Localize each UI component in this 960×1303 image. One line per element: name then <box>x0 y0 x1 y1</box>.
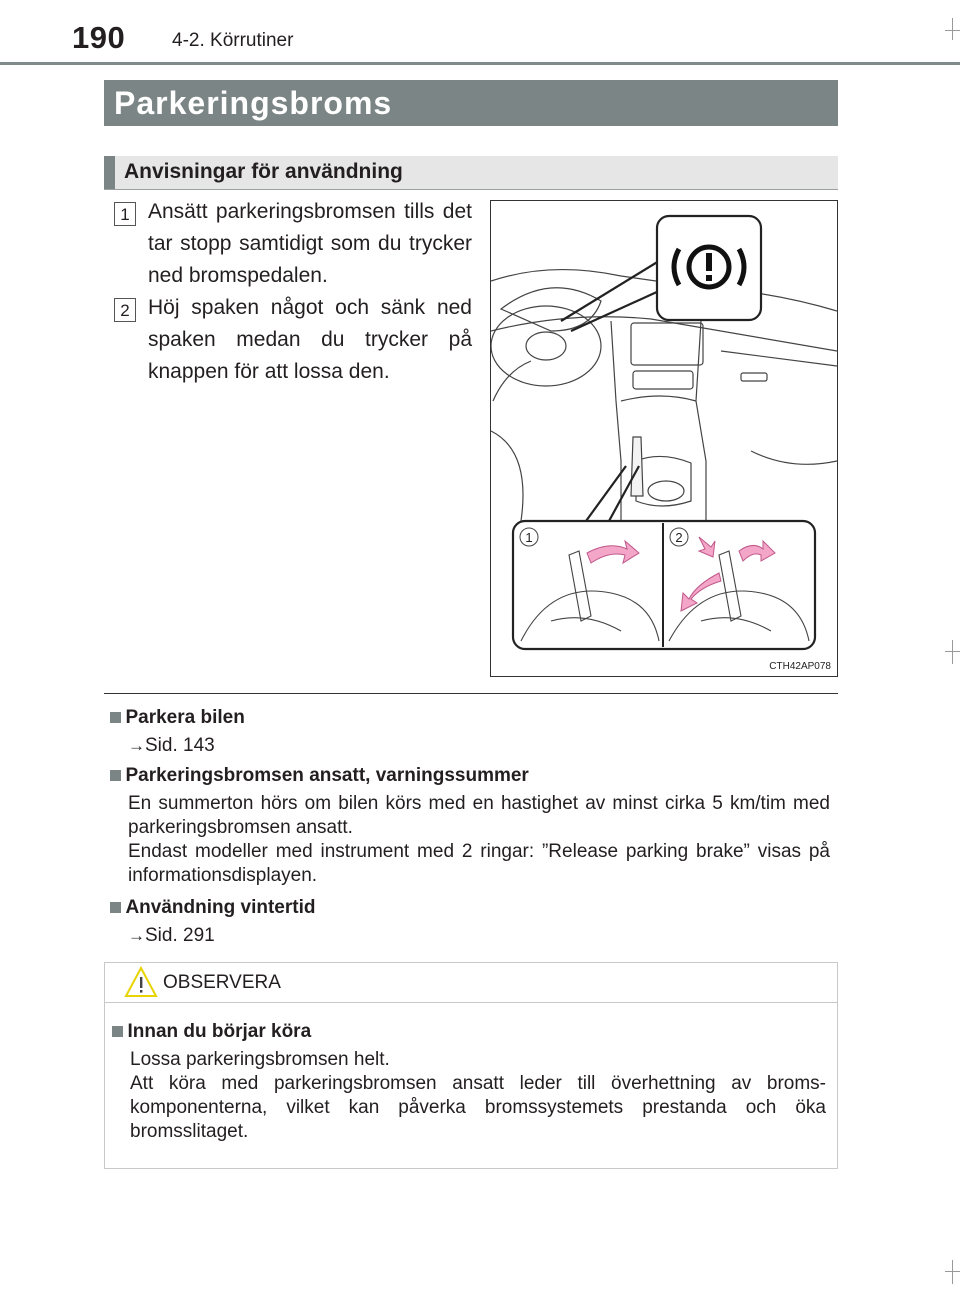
page-reference[interactable]: 291 <box>183 925 215 946</box>
figure-code: CTH42AP078 <box>769 661 831 672</box>
notice-divider <box>105 1002 837 1003</box>
ref-prefix: Sid. <box>145 735 178 756</box>
note-paragraph: En summerton hörs om bilen körs med en hastighet av minst cirka 5 km/tim med parkeringsbromsen ansatt. <box>128 793 830 838</box>
square-bullet-icon <box>112 1026 123 1037</box>
square-bullet-icon <box>110 902 121 913</box>
crop-mark <box>945 30 960 31</box>
dashboard-illustration <box>491 201 837 676</box>
inset-label-1: 1 <box>525 530 533 545</box>
note-paragraph: Endast modeller med instrument med 2 ringar: ”Release parking brake” visas på informationsdisplayen. <box>128 841 830 886</box>
crop-mark <box>952 640 953 664</box>
section-banner-bar <box>104 156 115 189</box>
crop-mark <box>952 18 953 40</box>
arrow-right-icon: → <box>128 736 145 755</box>
notice-paragraph: Lossa parkeringsbromsen helt. <box>130 1049 390 1070</box>
page-reference[interactable]: 143 <box>183 735 215 756</box>
arrow-right-icon: → <box>128 926 145 945</box>
step-number-1: 1 <box>114 202 136 226</box>
header-rule <box>0 62 960 65</box>
note-heading: Parkeringsbromsen ansatt, varningssummer <box>125 765 529 786</box>
page-title: Parkeringsbroms <box>104 80 838 126</box>
crop-mark <box>952 1260 953 1284</box>
step-text-2: Höj spaken något och sänk ned spaken medan du trycker på knappen för att lossa den. <box>148 296 472 383</box>
illustration <box>490 200 838 677</box>
crop-mark <box>945 1271 960 1272</box>
section-banner <box>104 156 838 190</box>
step-text-1: Ansätt parkeringsbromsen tills det tar stopp samtidigt som du trycker ned bromspedalen. <box>148 200 472 287</box>
crop-mark <box>945 651 960 652</box>
inset-label-2: 2 <box>675 530 683 545</box>
chapter-title: 4-2. Körrutiner <box>172 30 294 51</box>
step-number-2: 2 <box>114 298 136 322</box>
note-heading: Parkera bilen <box>125 707 245 728</box>
notice-label: OBSERVERA <box>163 972 281 993</box>
notice-heading: Innan du börjar köra <box>127 1021 312 1042</box>
notice-paragraph: Att köra med parkeringsbromsen ansatt leder till överhettning av broms-komponenterna, vilket kan påverka bromssystemets prestanda och öka bromsslitaget. <box>130 1073 826 1142</box>
note-parkera <box>110 707 830 758</box>
section-title: Anvisningar för användning <box>124 160 403 183</box>
warning-triangle-icon <box>124 966 158 998</box>
section-divider <box>104 693 838 694</box>
square-bullet-icon <box>110 770 121 781</box>
square-bullet-icon <box>110 712 121 723</box>
note-heading: Användning vintertid <box>125 897 316 918</box>
page-number: 190 <box>72 20 126 55</box>
note-varningssummer <box>110 765 830 888</box>
ref-prefix: Sid. <box>145 925 178 946</box>
note-vintertid <box>110 897 830 948</box>
notice-content <box>112 1021 826 1144</box>
